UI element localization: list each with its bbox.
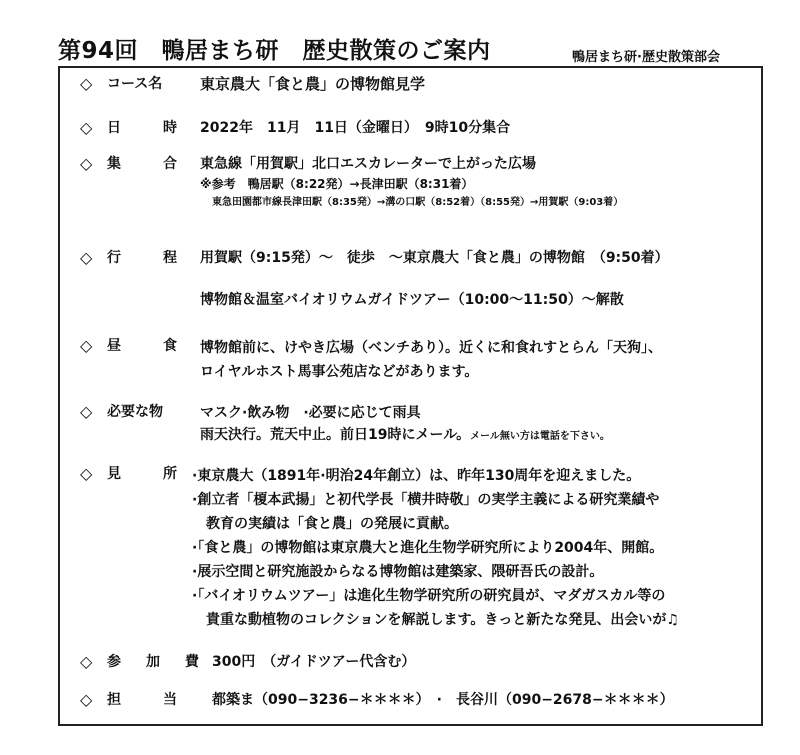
label-char: 昼 (107, 338, 121, 354)
highlight-point: ·「バイオリウムツアー」は進化生物学研究所の研究員が、マダガスカル等の (192, 588, 666, 604)
info-box (58, 66, 763, 726)
label-char: 見 (107, 466, 121, 482)
items-rain-policy: 雨天決行。荒天中止。前日19時にメール。 (200, 427, 471, 443)
items-line (200, 424, 610, 448)
diamond-icon: ◇ (80, 690, 93, 709)
diamond-icon: ◇ (80, 248, 93, 267)
meeting-text (200, 154, 623, 212)
highlight-point: 貴重な動植物のコレクションを解説します。きっと新たな発見、出会いが♫ (206, 612, 679, 628)
highlights-text (192, 464, 679, 632)
label-fee (107, 652, 199, 672)
diamond-icon: ◇ (80, 154, 93, 173)
label-char: 当 (163, 692, 177, 708)
page-title: 第94回 鴨居まち研 歴史散策のご案内 (58, 38, 491, 64)
items-phone-note: メール無い方は電話を下さい。 (470, 431, 610, 442)
meeting-reference: ※参考 鴨居駅（8:22発）→長津田駅（8:31着） (200, 177, 474, 191)
meeting-line: 東急線「用賀駅」北口エスカレーターで上がった広場 (200, 156, 536, 172)
items-text (200, 402, 610, 448)
items-line: マスク·飲み物 ·必要に応じて雨具 (200, 405, 421, 421)
diamond-icon: ◇ (80, 652, 93, 671)
highlight-point: ·「食と農」の博物館は東京農大と進化生物学研究所により2004年、開館。 (192, 540, 664, 556)
highlight-point: ·東京農大（1891年·明治24年創立）は、昨年130周年を迎えました。 (192, 468, 641, 484)
itinerary-line: 博物館＆温室バイオリウムガイドツアー（10:00〜11:50）〜解散 (200, 292, 624, 308)
label-highlights (107, 464, 177, 484)
diamond-icon: ◇ (80, 118, 93, 137)
diamond-icon: ◇ (80, 336, 93, 355)
label-items: 必要な物 (107, 404, 163, 420)
lunch-line: ロイヤルホスト馬事公苑店などがあります。 (200, 364, 479, 380)
meeting-transfer: 東急田園都市線長津田駅（8:35発）→溝の口駅（8:52着）（8:55発）→用賀駅（9:03着） (212, 197, 624, 208)
label-char: 時 (163, 120, 177, 136)
organizer-name: 鴨居まち研·歴史散策部会 (572, 50, 720, 65)
highlight-point: 教育の実績は「食と農」の発展に貢献。 (206, 516, 458, 532)
label-char: 食 (163, 338, 177, 354)
label-datetime (107, 118, 177, 138)
itinerary-text (200, 248, 669, 310)
label-char: 集 (107, 156, 121, 172)
label-char: 程 (163, 250, 177, 266)
label-course: コース名 (107, 76, 163, 92)
course-text: 東京農大「食と農」の博物館見学 (200, 75, 426, 93)
label-char: 参 (107, 654, 121, 670)
label-char: 合 (163, 156, 177, 172)
label-char: 行 (107, 250, 121, 266)
lunch-line: 博物館前に、けやき広場（ベンチあり）。近くに和食れすとらん「天狗」、 (200, 340, 662, 356)
label-char: 加 (146, 654, 160, 670)
label-lunch (107, 336, 177, 356)
datetime-text: 2022年 11月 11日（金曜日） 9時10分集合 (200, 120, 511, 136)
label-char: 担 (107, 692, 121, 708)
label-meeting (107, 154, 177, 174)
label-contact (107, 690, 177, 710)
label-char: 費 (185, 654, 199, 670)
itinerary-line: 用賀駅（9:15発）〜 徒歩 〜東京農大「食と農」の博物館 （9:50着） (200, 250, 669, 266)
diamond-icon: ◇ (80, 464, 93, 483)
label-char: 日 (107, 120, 121, 136)
highlight-point: ·創立者「榎本武揚」と初代学長「横井時敬」の実学主義による研究業績や (192, 492, 660, 508)
diamond-icon: ◇ (80, 74, 93, 93)
lunch-text (200, 336, 662, 384)
diamond-icon: ◇ (80, 402, 93, 421)
highlight-point: ·展示空間と研究施設からなる博物館は建築家、隈研吾氏の設計。 (192, 564, 604, 580)
label-itinerary (107, 248, 177, 268)
fee-text: 300円 （ガイドツアー代含む） (212, 654, 416, 670)
contact-text: 都築ま（090−3236−＊＊＊＊） · 長谷川（090−2678−＊＊＊＊） (212, 692, 674, 708)
label-char: 所 (163, 466, 177, 482)
